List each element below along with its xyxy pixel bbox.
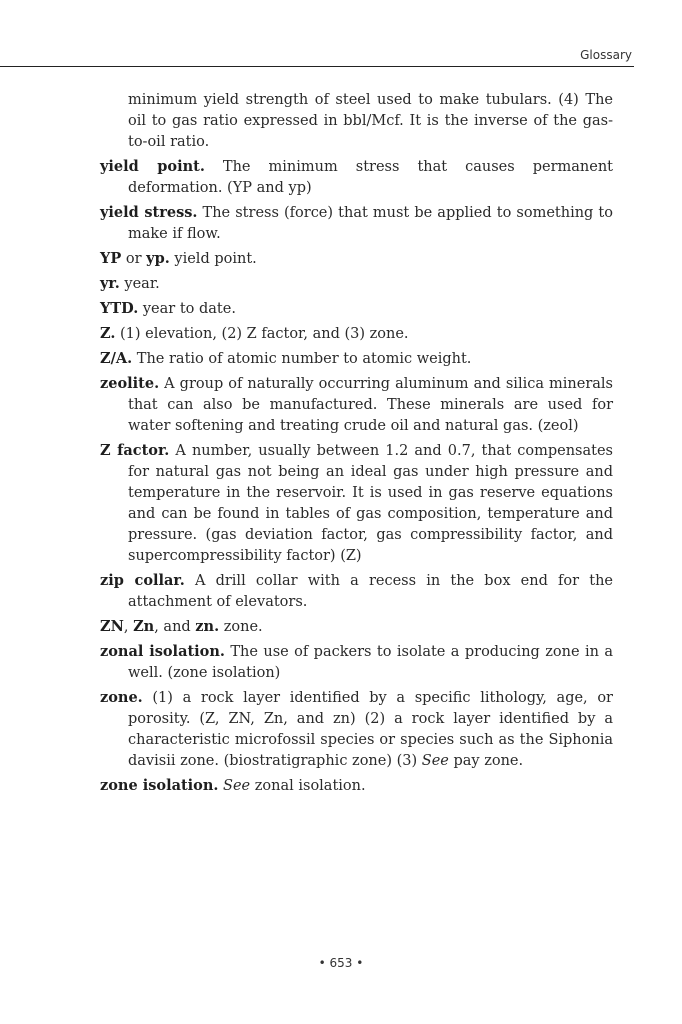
cross-reference-see: See bbox=[421, 753, 449, 769]
entry-definition-text: A drill collar with a recess in the box end for the attachment of elevators. bbox=[128, 573, 613, 610]
page-number: • 653 • bbox=[318, 956, 364, 970]
glossary-entry-yield-point bbox=[100, 156, 613, 199]
glossary-entry-z bbox=[100, 323, 613, 345]
glossary-entry-zip-collar bbox=[100, 570, 613, 613]
entry-term: Z/A. bbox=[100, 350, 133, 367]
entry-definition-text: The minimum stress that causes permanent deformation. (YP and yp) bbox=[128, 159, 613, 196]
entry-definition-text: (1) elevation, (2) Z factor, and (3) zone. bbox=[115, 326, 409, 342]
entry-definition-text: A group of naturally occurring aluminum and silica minerals that can also be manufactured. These minerals are used for water softening and treating crude oil and natural gas. (zeol) bbox=[128, 376, 613, 434]
glossary-entry-yield-stress bbox=[100, 202, 613, 245]
glossary-entries bbox=[100, 90, 613, 800]
header-rule bbox=[0, 66, 634, 67]
glossary-entry-zonal-isolation bbox=[100, 641, 613, 684]
entry-term: yp. bbox=[146, 250, 170, 267]
entry-term: Zn bbox=[133, 618, 155, 635]
entry-definition-text: pay zone. bbox=[448, 753, 524, 769]
entry-definition-text: , and bbox=[154, 619, 196, 635]
cross-reference-see: See bbox=[223, 778, 251, 794]
glossary-entry-cont bbox=[100, 90, 613, 153]
entry-term: zonal isolation. bbox=[100, 643, 225, 660]
page-header bbox=[0, 0, 682, 67]
entry-term: Z factor. bbox=[100, 442, 170, 459]
entry-definition-text: , bbox=[123, 619, 134, 635]
entry-definition-text: The stress (force) that must be applied to something to make if flow. bbox=[128, 205, 613, 242]
entry-definition-text: (1) a rock layer identified by a specific lithology, age, or porosity. (Z, ZN, Zn, and zn) (2) a rock layer identified by a characteristic microfossil species or species such as the Siphonia davisii zone. (biostratigraphic zone) (3) bbox=[128, 690, 613, 769]
entry-term: yield stress. bbox=[100, 204, 198, 221]
glossary-entry-z-a bbox=[100, 348, 613, 370]
entry-term: YTD. bbox=[100, 300, 139, 317]
entry-term: ZN bbox=[100, 618, 124, 635]
entry-definition-text: year to date. bbox=[138, 301, 236, 317]
entry-term: yr. bbox=[100, 275, 120, 292]
entry-term: zone isolation. bbox=[100, 777, 219, 794]
entry-term: zn. bbox=[195, 618, 220, 635]
entry-term: zone. bbox=[100, 689, 143, 706]
glossary-entry-zn bbox=[100, 616, 613, 638]
glossary-entry-yp bbox=[100, 248, 613, 270]
entry-definition-text: year. bbox=[119, 276, 160, 292]
entry-definition-text: zone. bbox=[219, 619, 263, 635]
entry-definition-text: or bbox=[121, 251, 147, 267]
glossary-entry-zone-isolation bbox=[100, 775, 613, 797]
glossary-entry-ytd bbox=[100, 298, 613, 320]
entry-term: zip collar. bbox=[100, 572, 185, 589]
entry-definition-text: yield point. bbox=[169, 251, 257, 267]
entry-term: zeolite. bbox=[100, 375, 160, 392]
entry-term: Z. bbox=[100, 325, 116, 342]
entry-term: yield point. bbox=[100, 158, 205, 175]
running-header-title: Glossary bbox=[580, 48, 632, 62]
entry-definition-text: The use of packers to isolate a producing zone in a well. (zone isolation) bbox=[128, 644, 613, 681]
entry-definition-text: A number, usually between 1.2 and 0.7, that compensates for natural gas not being an ideal gas under high pressure and temperature in the reservoir. It is used in gas reserve equations and can be found in tables of gas composition, temperature and pressure. (gas deviation factor, gas compressibility factor, and supercompressibility factor) (Z) bbox=[128, 443, 613, 564]
entry-definition-text: minimum yield strength of steel used to make tubulars. (4) The oil to gas ratio expressed in bbl/Mcf. It is the inverse of the gas-to-oil ratio. bbox=[128, 92, 613, 150]
entry-definition-text: zonal isolation. bbox=[250, 778, 366, 794]
entry-definition-text: The ratio of atomic number to atomic weight. bbox=[132, 351, 472, 367]
glossary-entry-zone bbox=[100, 687, 613, 772]
entry-term: YP bbox=[100, 250, 122, 267]
glossary-entry-zeolite bbox=[100, 373, 613, 437]
glossary-entry-yr bbox=[100, 273, 613, 295]
glossary-entry-z-factor bbox=[100, 440, 613, 567]
